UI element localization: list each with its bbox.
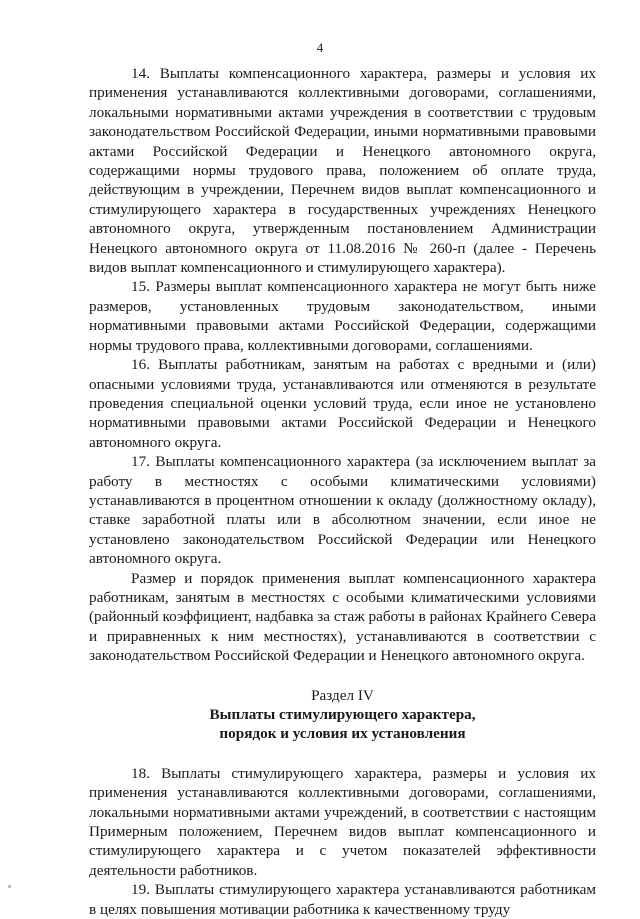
paragraph-14: 14. Выплаты компенсационного характера, размеры и условия их применения устанавливаются коллективными договорами, соглашениями, локальными нормативными актами учреждения в соответствии с трудовым законодательством Российской Федерации, иными нормативными правовыми актами Российской Федерации и Ненецкого автономного округа, содержащими нормы трудового права, положением об оплате труда, действующим в учреждении, Перечнем видов выплат компенсационного и стимулирующего характера в государственных учреждениях Ненецкого автономного округа, утвержденным постановлением Администрации Ненецкого автономного округа от 11.08.2016 № 260-п (далее - Перечень видов выплат компенсационного и стимулирующего характера). — [89, 65, 596, 277]
paragraph-19: 19. Выплаты стимулирующего характера устанавливаются работникам в целях повышения мотивации работника к качественному труду — [89, 881, 596, 918]
section-title-line-1: Выплаты стимулирующего характера, — [209, 706, 476, 723]
section-label: Раздел IV — [311, 686, 374, 704]
paragraph-17: 17. Выплаты компенсационного характера (за исключением выплат за работу в местностях с особыми климатическими условиями) устанавливаются в процентном отношении к окладу (должностному окладу), ставке заработной платы или в абсолютном значении, если иное не установлено законодательством Российской Федерации или Ненецкого автономного округа. — [89, 453, 596, 568]
paragraph-16: 16. Выплаты работникам, занятым на работах с вредными и (или) опасными условиями труда, устанавливаются или отменяются в результате проведения специальной оценки условий труда, если иное не установлено нормативными правовыми актами Российской Федерации и Ненецкого автономного округа. — [89, 356, 596, 451]
page-number: 4 — [316, 40, 324, 55]
section-title-line-2: порядок и условия их установления — [219, 725, 466, 743]
paragraph-18: 18. Выплаты стимулирующего характера, размеры и условия их применения устанавливаются коллективными договорами, соглашениями, локальными нормативными актами учреждений, в соответствии с настоящим Примерным положением, Перечнем видов выплат компенсационного и стимулирующего характера и с учетом показателей эффективности деятельности работников. — [89, 764, 596, 879]
scan-artifact — [8, 885, 11, 888]
paragraph-17-continuation: Размер и порядок применения выплат компенсационного характера работникам, занятым в местностях с особыми климатическими условиями (районный коэффициент, надбавка за стаж работы в районах Крайнего Севера и приравненных к ним местностях), устанавливаются в соответствии с законодательством Российской Федерации и Ненецкого автономного округа. — [89, 569, 596, 665]
document-body — [89, 64, 596, 919]
paragraph-15: 15. Размеры выплат компенсационного характера не могут быть ниже размеров, установленных трудовым законодательством, иными нормативными правовыми актами Российской Федерации, содержащими нормы трудового права, коллективными договорами, соглашениями. — [89, 278, 596, 354]
